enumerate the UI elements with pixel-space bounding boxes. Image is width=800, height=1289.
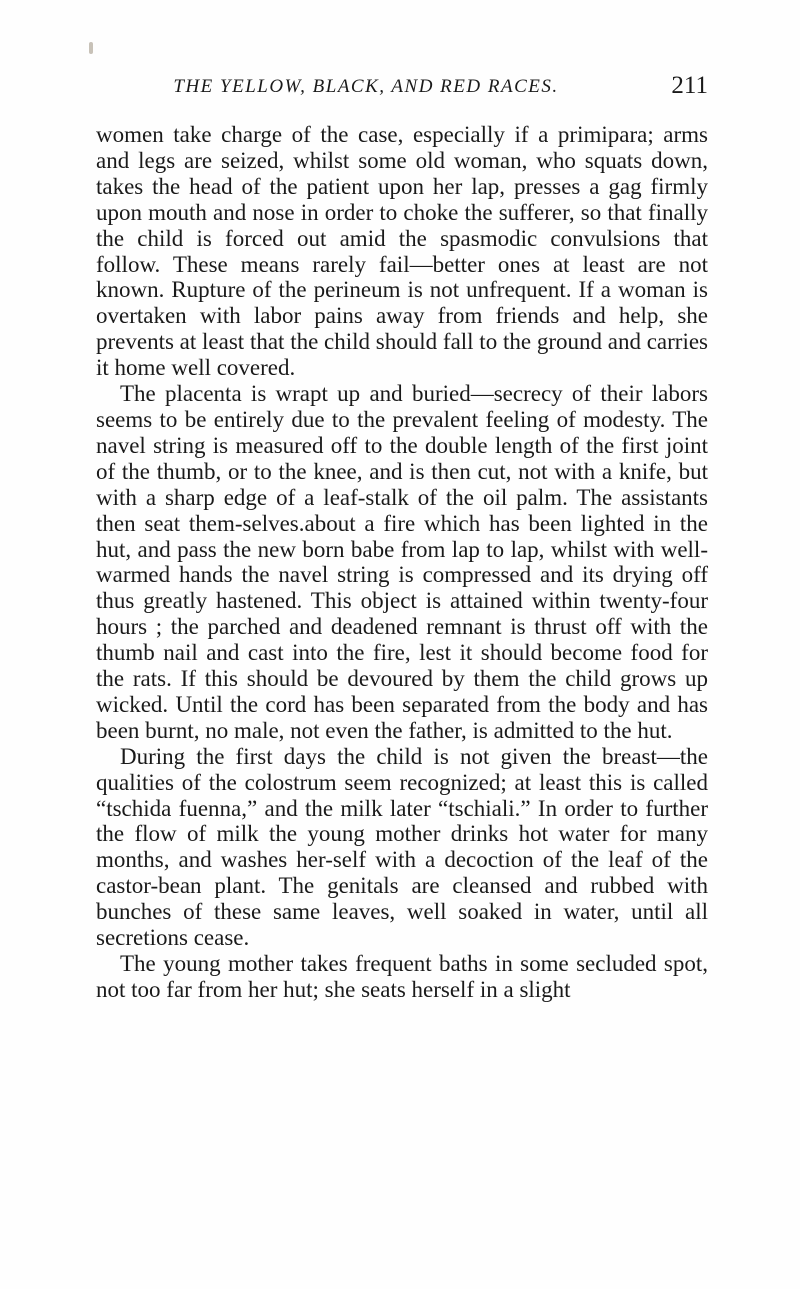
running-head: THE YELLOW, BLACK, AND RED RACES.: [173, 76, 559, 97]
paragraph-3: During the first days the child is not given the breast—the qualities of the colostrum seem recognized; at least this is called “tschida fuenna,” and the milk later “tschiali.” In order to further the flow of milk the young mother drinks hot water for many months, and washes her-self with a decoction of the leaf of the castor-bean plant. The genitals are cleansed and rubbed with bunches of these same leaves, well soaked in water, until all secretions cease.: [96, 743, 708, 951]
page-number: 211: [671, 72, 708, 99]
print-speck: [89, 42, 93, 54]
body-text: [96, 122, 708, 1003]
paragraph-2: The placenta is wrapt up and buried—secrecy of their labors seems to be entirely due to the prevalent feeling of modesty. The navel string is measured off to the double length of the first joint of the thumb, or to the knee, and is then cut, not with a knife, but with a sharp edge of a leaf-stalk of the oil palm. The assistants then seat them-selves.about a fire which has been lighted in the hut, and pass the new born babe from lap to lap, whilst with well-warmed hands the navel string is compressed and its drying off thus greatly hastened. This object is attained within twenty-four hours ; the parched and deadened remnant is thrust off with the thumb nail and cast into the fire, lest it should become food for the rats. If this should be devoured by them the child grows up wicked. Until the cord has been separated from the body and has been burnt, no male, not even the father, is admitted to the hut.: [96, 381, 708, 743]
page-header: [96, 72, 708, 106]
paragraph-1: women take charge of the case, especially if a primipara; arms and legs are seized, whilst some old woman, who squats down, takes the head of the patient upon her lap, presses a gag firmly upon mouth and nose in order to choke the sufferer, so that finally the child is forced out amid the spasmodic convulsions that follow. These means rarely fail—better ones at least are not known. Rupture of the perineum is not unfrequent. If a woman is overtaken with labor pains away from friends and help, she prevents at least that the child should fall to the ground and carries it home well covered.: [96, 122, 708, 381]
paragraph-4: The young mother takes frequent baths in some secluded spot, not too far from her hut; she seats herself in a slight: [96, 951, 708, 1002]
